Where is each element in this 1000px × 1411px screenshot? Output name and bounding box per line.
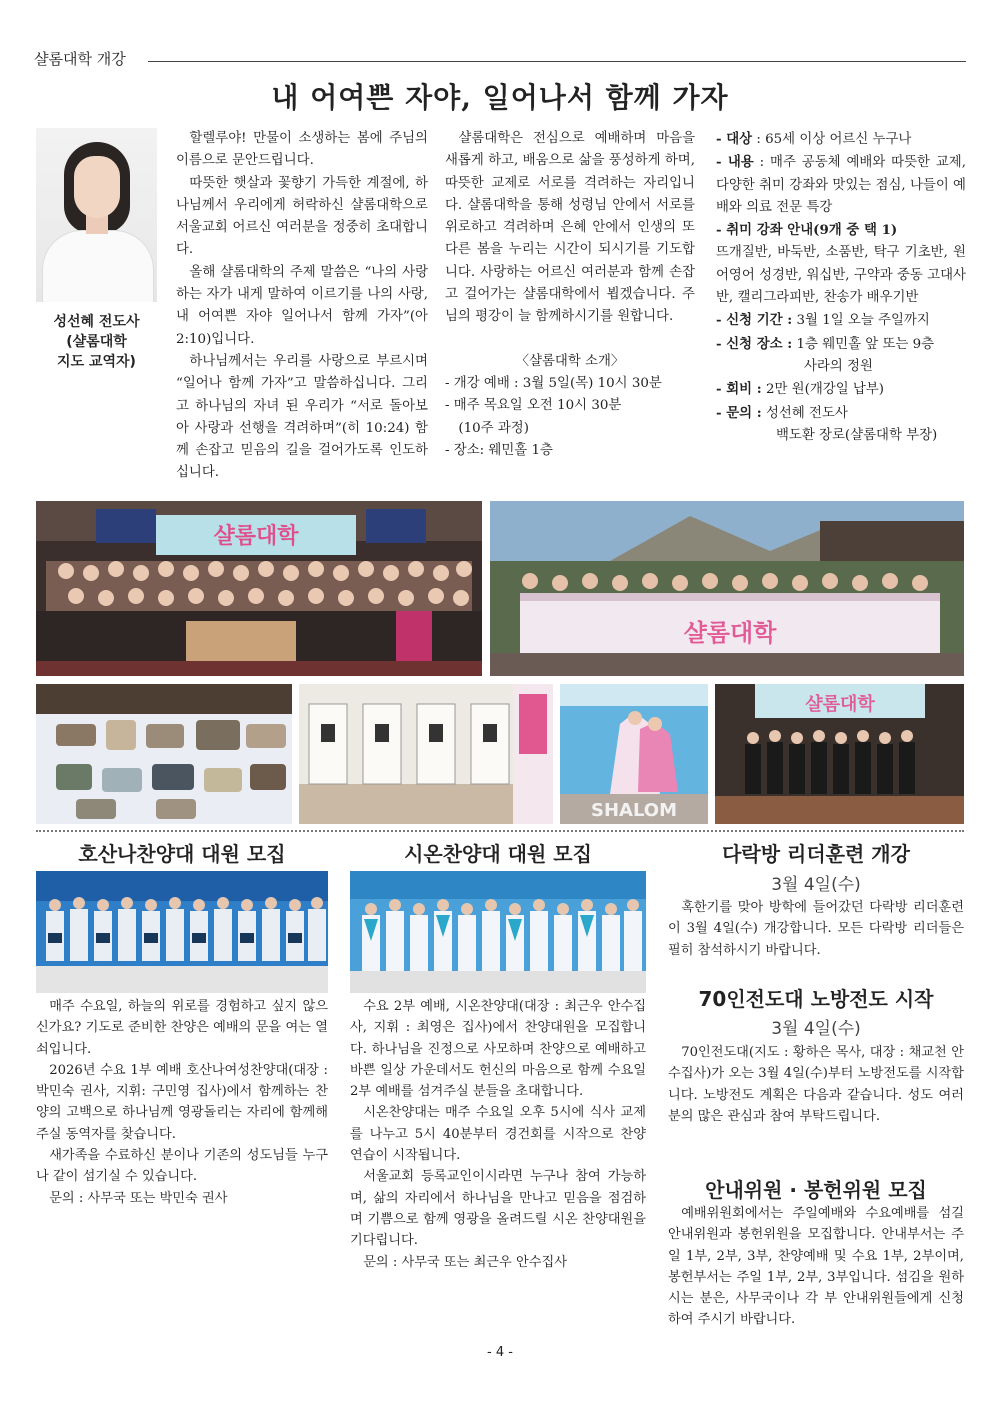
handicraft-photo bbox=[36, 684, 292, 824]
darakbang-date: 3월 4일(수) bbox=[771, 875, 861, 895]
evangelism-date: 3월 4일(수) bbox=[771, 1019, 861, 1039]
article-column-2: 샬롬대학은 전심으로 예배하며 마음을 새롭게 하고, 배움으로 삶을 풍성하게 하며, 따뜻한 교제로 서로를 격려하는 자리입니다. 샬롬대학을 통해 성령님 안에서 서로를 위로하고 격려하며 은혜 안에서 인생의 또 다른 봄을 누리는 시간이 되시기를 기도합니다. 사랑하는 어르신 여러분과 함께 손잡고 걸어가는 샬롬대학에서 뵙겠습니다. 주님의 평강이 늘 함께하시기를 원합니다. 〈샬롬대학 소개〉 - 개강 예배 : 3월 5일(목) 10시 30분 - 매주 목요일 오전 10시 30분 (10주 과정) - 장소: 웨민홀 1층 bbox=[445, 131, 695, 458]
section-divider bbox=[36, 830, 964, 832]
hosanna-title: 호산나찬양대 대원 모집 bbox=[78, 842, 286, 866]
usher-body: 예배위원회에서는 주일예배와 수요예배를 섬길 안내위원과 봉헌위원을 모집합니다. 안내부서는 주일 1부, 2부, 3부, 찬양예배 및 수요 1부, 2부이며, 봉헌부서는 주일 1부, 2부, 3부입니다. 섬김을 원하시는 분은, 사무국이나 각 부 안내위원들에게 신청하여 주시기 바랍니다. bbox=[668, 1206, 964, 1328]
intro-title: 〈샬롬대학 소개〉 bbox=[515, 353, 625, 369]
page-number: - 4 - bbox=[487, 1345, 513, 1360]
svg-text:샬롬대학: 샬롬대학 bbox=[683, 619, 777, 647]
header-rule bbox=[148, 61, 966, 62]
group-photo-outdoor bbox=[490, 501, 964, 676]
choir-performance-photo bbox=[715, 684, 964, 824]
evangelism-title: 70인전도대 노방전도 시작 bbox=[698, 987, 934, 1011]
article-title: 내 어여쁜 자야, 일어나서 함께 가자 bbox=[271, 81, 729, 114]
article-column-3: - 대상 : 65세 이상 어르신 누구나 - 내용 : 매주 공동체 예배와 따뜻한 교제, 다양한 취미 강좌와 맛있는 점심, 나들이 예배와 의료 전문 특강 - 취미 강좌 안내(9개 중 택 1) 뜨개질반, 바둑반, 소품반, 탁구 기초반, 원어영어 성경반, 워십반, 구약과 중동 고대사반, 캘리그라피반, 찬송가 배우기반 - 신청 기간 : 3월 1일 오늘 주일까지 - 신청 장소 : 1층 웨민홀 앞 또는 9층 사라의 정원 - 회비 : 2만 원(개강일 납부) - 문의 : 성선혜 전도사 백도환 장로(샬롬대학 부장) bbox=[716, 131, 967, 443]
darakbang-body: 혹한기를 맞아 방학에 들어갔던 다락방 리더훈련이 3월 4일(수) 개강합니다. 모든 다락방 리더들은 필히 참석하시기 바랍니다. bbox=[668, 900, 964, 958]
zion-body: 수요 2부 예배, 시온찬양대(대장 : 최근우 안수집사, 지휘 : 최영은 집사)에서 찬양대원을 모집합니다. 하나님을 진정으로 사모하며 찬양으로 예배하고 바쁜 일상 가운데서도 헌신의 마음으로 함께 수요일 2부 예배를 섬겨주실 분들을 초대합니다. 시온찬양대는 매주 수요일 오후 5시에 식사 교제를 나누고 5시 40분부터 경건회를 시작으로 찬양 연습이 시작됩니다. 서울교회 등록교인이시라면 누구나 참여 가능하며, 삶의 자리에서 하나님을 만나고 믿음을 점검하며 기쁨으로 함께 영광을 올려드릴 시온 찬양대원을 기다립니다. 문의 : 사무국 또는 최근우 안수집사 bbox=[350, 999, 646, 1270]
group-photo-indoor bbox=[36, 501, 482, 676]
svg-text:샬롬대학: 샬롬대학 bbox=[805, 694, 875, 715]
calligraphy-photo bbox=[299, 684, 553, 824]
article-column-1: 할렐루야! 만물이 소생하는 봄에 주님의 이름으로 문안드립니다. 따뜻한 햇살과 꽃향기 가득한 계절에, 하나님께서 우리에게 허락하신 샬롬대학으로 서울교회 어르신 여러분을 정중히 초대합니다. 올해 샬롬대학의 주제 말씀은 “나의 사랑하는 자가 내게 말하여 이르기를 나의 사랑, 내 어여쁜 자야 일어나서 함께 가자”(아 2:10)입니다. 하나님께서는 우리를 사랑으로 부르시며 “일어나 함께 가자”고 말씀하십니다. 그리고 하나님의 자녀 된 우리가 “서로 돌아보아 사랑과 선행을 격려하며”(히 10:24) 함께 손잡고 믿음의 길을 걸어가도록 인도하십니다. bbox=[176, 131, 428, 481]
author-portrait bbox=[36, 128, 157, 302]
zion-title: 시온찬양대 대원 모집 bbox=[404, 842, 592, 866]
zion-choir-photo bbox=[350, 871, 646, 993]
author-caption: 성선혜 전도사 (샬롬대학 지도 교역자) bbox=[53, 314, 140, 370]
svg-text:샬롬대학: 샬롬대학 bbox=[213, 524, 299, 549]
dance-photo bbox=[560, 684, 708, 824]
hosanna-body: 매주 수요일, 하늘의 위로를 경험하고 싶지 않으신가요? 기도로 준비한 찬양은 예배의 문을 여는 열쇠입니다. 2026년 수요 1부 예배 호산나여성찬양대(대장 : 박민숙 권사, 지휘: 구민영 집사)에서 함께하는 찬양의 고백으로 하나님께 영광돌리는 자리에 함께해 주실 동역자를 찾습니다. 새가족을 수료하신 분이나 기존의 성도님들 누구나 같이 섬기실 수 있습니다. 문의 : 사무국 또는 박민숙 권사 bbox=[36, 999, 328, 1206]
svg-text:SHALOM: SHALOM bbox=[590, 800, 678, 821]
evangelism-body: 70인전도대(지도 : 황하은 목사, 대장 : 채교천 안수집사)가 오는 3월 4일(수)부터 노방전도를 시작합니다. 노방전도 계획은 다음과 같습니다. 성도 여러분의 많은 관심과 참여 부탁드립니다. bbox=[668, 1045, 964, 1124]
usher-title: 안내위원 · 봉헌위원 모집 bbox=[705, 1178, 927, 1202]
darakbang-title: 다락방 리더훈련 개강 bbox=[722, 842, 910, 866]
section-label: 샬롬대학 개강 bbox=[34, 50, 126, 68]
hosanna-choir-photo bbox=[36, 871, 328, 993]
